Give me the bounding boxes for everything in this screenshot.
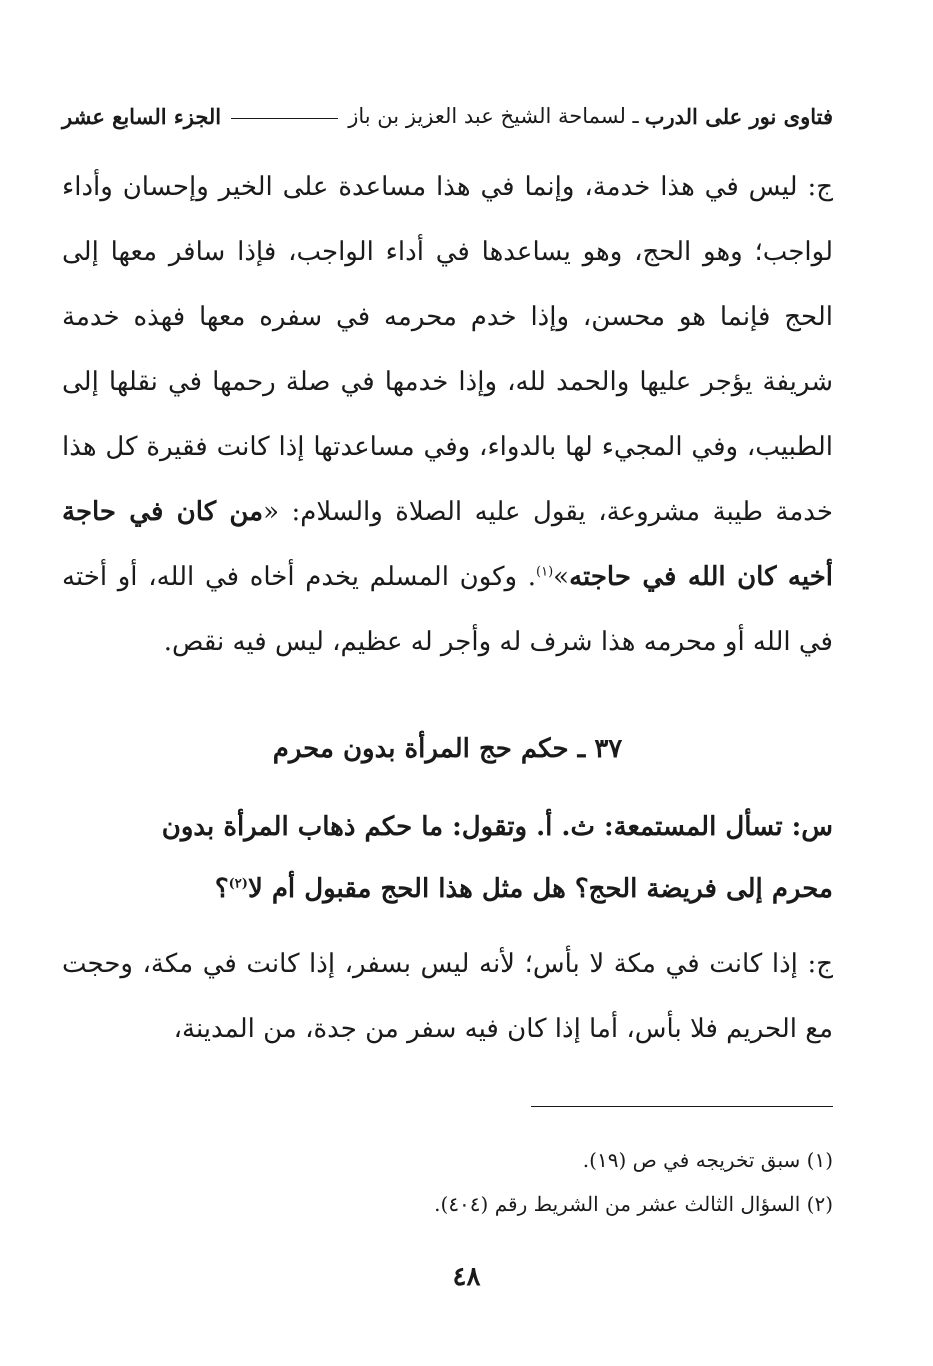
- answer1-continuation: . وكون المسلم يخدم أخاه في الله، أو أخته في الله أو محرمه هذا شرف له وأجر له عظيم، ليس فيه نقص.: [62, 562, 833, 657]
- book-title: فتاوى نور على الدرب: [644, 103, 833, 129]
- footnote-1: (١) سبق تخريجه في ص (١٩).: [582, 1148, 833, 1172]
- footnotes: [62, 1138, 833, 1226]
- author-name: ـ لسماحة الشيخ عبد العزيز بن باز: [348, 104, 639, 128]
- footnote-ref-2[interactable]: (٢): [228, 876, 248, 892]
- footnote-divider: [531, 1106, 833, 1107]
- question-mark: ؟: [214, 874, 229, 904]
- volume-label: الجزء السابع عشر: [62, 103, 222, 129]
- hadith-quote: من كان في حاجة أخيه كان الله في حاجته: [62, 497, 833, 592]
- question-paragraph: [62, 796, 833, 920]
- header-rule: [231, 118, 338, 119]
- page-number: ٤٨: [452, 1262, 481, 1292]
- header-title-group: [348, 104, 833, 129]
- answer-paragraph-1: [62, 155, 833, 675]
- question-line-1: س: تسأل المستمعة: ث. أ. وتقول: ما حكم ذهاب المرأة بدون: [161, 812, 833, 842]
- footnote-2: (٢) السؤال الثالث عشر من الشريط رقم (٤٠٤).: [434, 1192, 833, 1216]
- close-quote: »: [553, 562, 570, 592]
- question-line-2-wrap: [62, 858, 833, 920]
- answer-paragraph-2: ج: إذا كانت في مكة لا بأس؛ لأنه ليس بسفر، إذا كانت في مكة، وحجت مع الحريم فلا بأس، أما إذا كان فيه سفر من جدة، من المدينة،: [62, 949, 833, 1044]
- footnote-ref-1[interactable]: (١): [536, 564, 554, 580]
- answer1-text: ج: ليس في هذا خدمة، وإنما في هذا مساعدة على الخير وإحسان وأداء لواجب؛ وهو الحج، وهو يساعدها في أداء الواجب، فإذا سافر معها إلى الحج فإنما هو محسن، وإذا خدم محرمه في سفره معها فهذه خدمة شريفة يؤجر عليها والحمد لله، وإذا خدمها في صلة رحمها في نقلها إلى الطبيب، وفي المجيء لها بالدواء، وفي مساعدتها إذا كانت فقيرة كل هذا خدمة طيبة مشروعة، يقول عليه الصلاة والسلام: «: [62, 172, 834, 527]
- section-heading: ٣٧ ـ حكم حج المرأة بدون محرم: [272, 734, 623, 764]
- question-line-2: محرم إلى فريضة الحج؟ هل مثل هذا الحج مقبول أم لا: [247, 874, 833, 904]
- running-header: [62, 96, 833, 136]
